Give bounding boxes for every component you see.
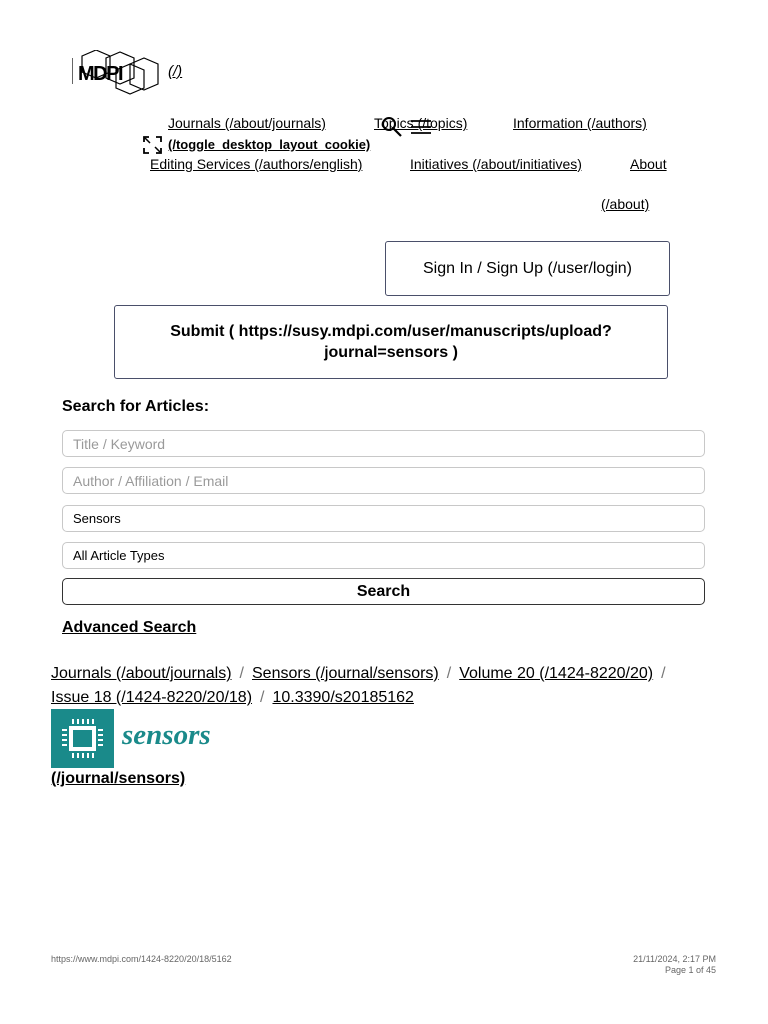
title-keyword-input[interactable]: Title / Keyword: [62, 430, 705, 457]
breadcrumb-line-2: [51, 689, 414, 707]
mdpi-logo[interactable]: [72, 50, 192, 96]
nav-editing-services-link[interactable]: Editing Services (/authors/english): [150, 156, 363, 172]
footer-page-number: Page 1 of 45: [664, 965, 716, 975]
journal-select[interactable]: Sensors: [62, 505, 705, 532]
breadcrumb-separator: /: [661, 665, 666, 682]
nav-topics-link[interactable]: Topics (/topics): [374, 115, 468, 131]
breadcrumb-separator: /: [446, 665, 452, 682]
breadcrumb-separator: /: [239, 665, 244, 682]
journal-sensors-link[interactable]: (/journal/sensors): [51, 770, 186, 787]
search-heading: Search for Articles:: [62, 398, 210, 415]
footer-meta: [633, 954, 716, 976]
submit-manuscript-button[interactable]: Submit ( https://susy.mdpi.com/user/manuscripts/upload?journal=sensors ): [114, 305, 668, 379]
nav-about-link[interactable]: About: [630, 156, 667, 172]
breadcrumb-doi-link[interactable]: 10.3390/s20185162: [272, 689, 414, 706]
breadcrumb: [51, 665, 674, 683]
breadcrumb-sensors-link[interactable]: Sensors (/journal/sensors): [252, 665, 439, 682]
footer-url: https://www.mdpi.com/1424-8220/20/18/5162: [51, 954, 232, 964]
search-button[interactable]: Search: [62, 578, 705, 605]
search-icon[interactable]: [381, 116, 403, 143]
logo-text: MDPI: [78, 63, 122, 85]
nav-journals-link[interactable]: Journals (/about/journals): [168, 115, 326, 131]
article-type-select[interactable]: All Article Types: [62, 542, 705, 569]
toggle-desktop-layout-link[interactable]: (/toggle_desktop_layout_cookie): [168, 137, 371, 152]
journal-name: sensors: [122, 719, 211, 751]
breadcrumb-volume-link[interactable]: Volume 20 (/1424-8220/20): [459, 665, 654, 682]
chip-icon: [51, 709, 114, 768]
logo-home-link[interactable]: (/): [168, 63, 183, 80]
sensors-journal-logo[interactable]: [51, 709, 114, 768]
breadcrumb-issue-link[interactable]: Issue 18 (/1424-8220/20/18): [51, 689, 253, 706]
hamburger-menu-icon[interactable]: [411, 119, 431, 140]
nav-about-path-link[interactable]: (/about): [601, 196, 650, 212]
advanced-search-link[interactable]: Advanced Search: [62, 619, 197, 636]
author-affiliation-input[interactable]: Author / Affiliation / Email: [62, 467, 705, 494]
sign-in-button[interactable]: Sign In / Sign Up (/user/login): [385, 241, 670, 296]
footer-datetime: 21/11/2024, 2:17 PM: [633, 954, 716, 964]
breadcrumb-separator: /: [260, 689, 265, 706]
nav-initiatives-link[interactable]: Initiatives (/about/initiatives): [410, 156, 582, 172]
breadcrumb-journals-link[interactable]: Journals (/about/journals): [51, 665, 232, 682]
nav-information-link[interactable]: Information (/authors): [513, 115, 647, 131]
